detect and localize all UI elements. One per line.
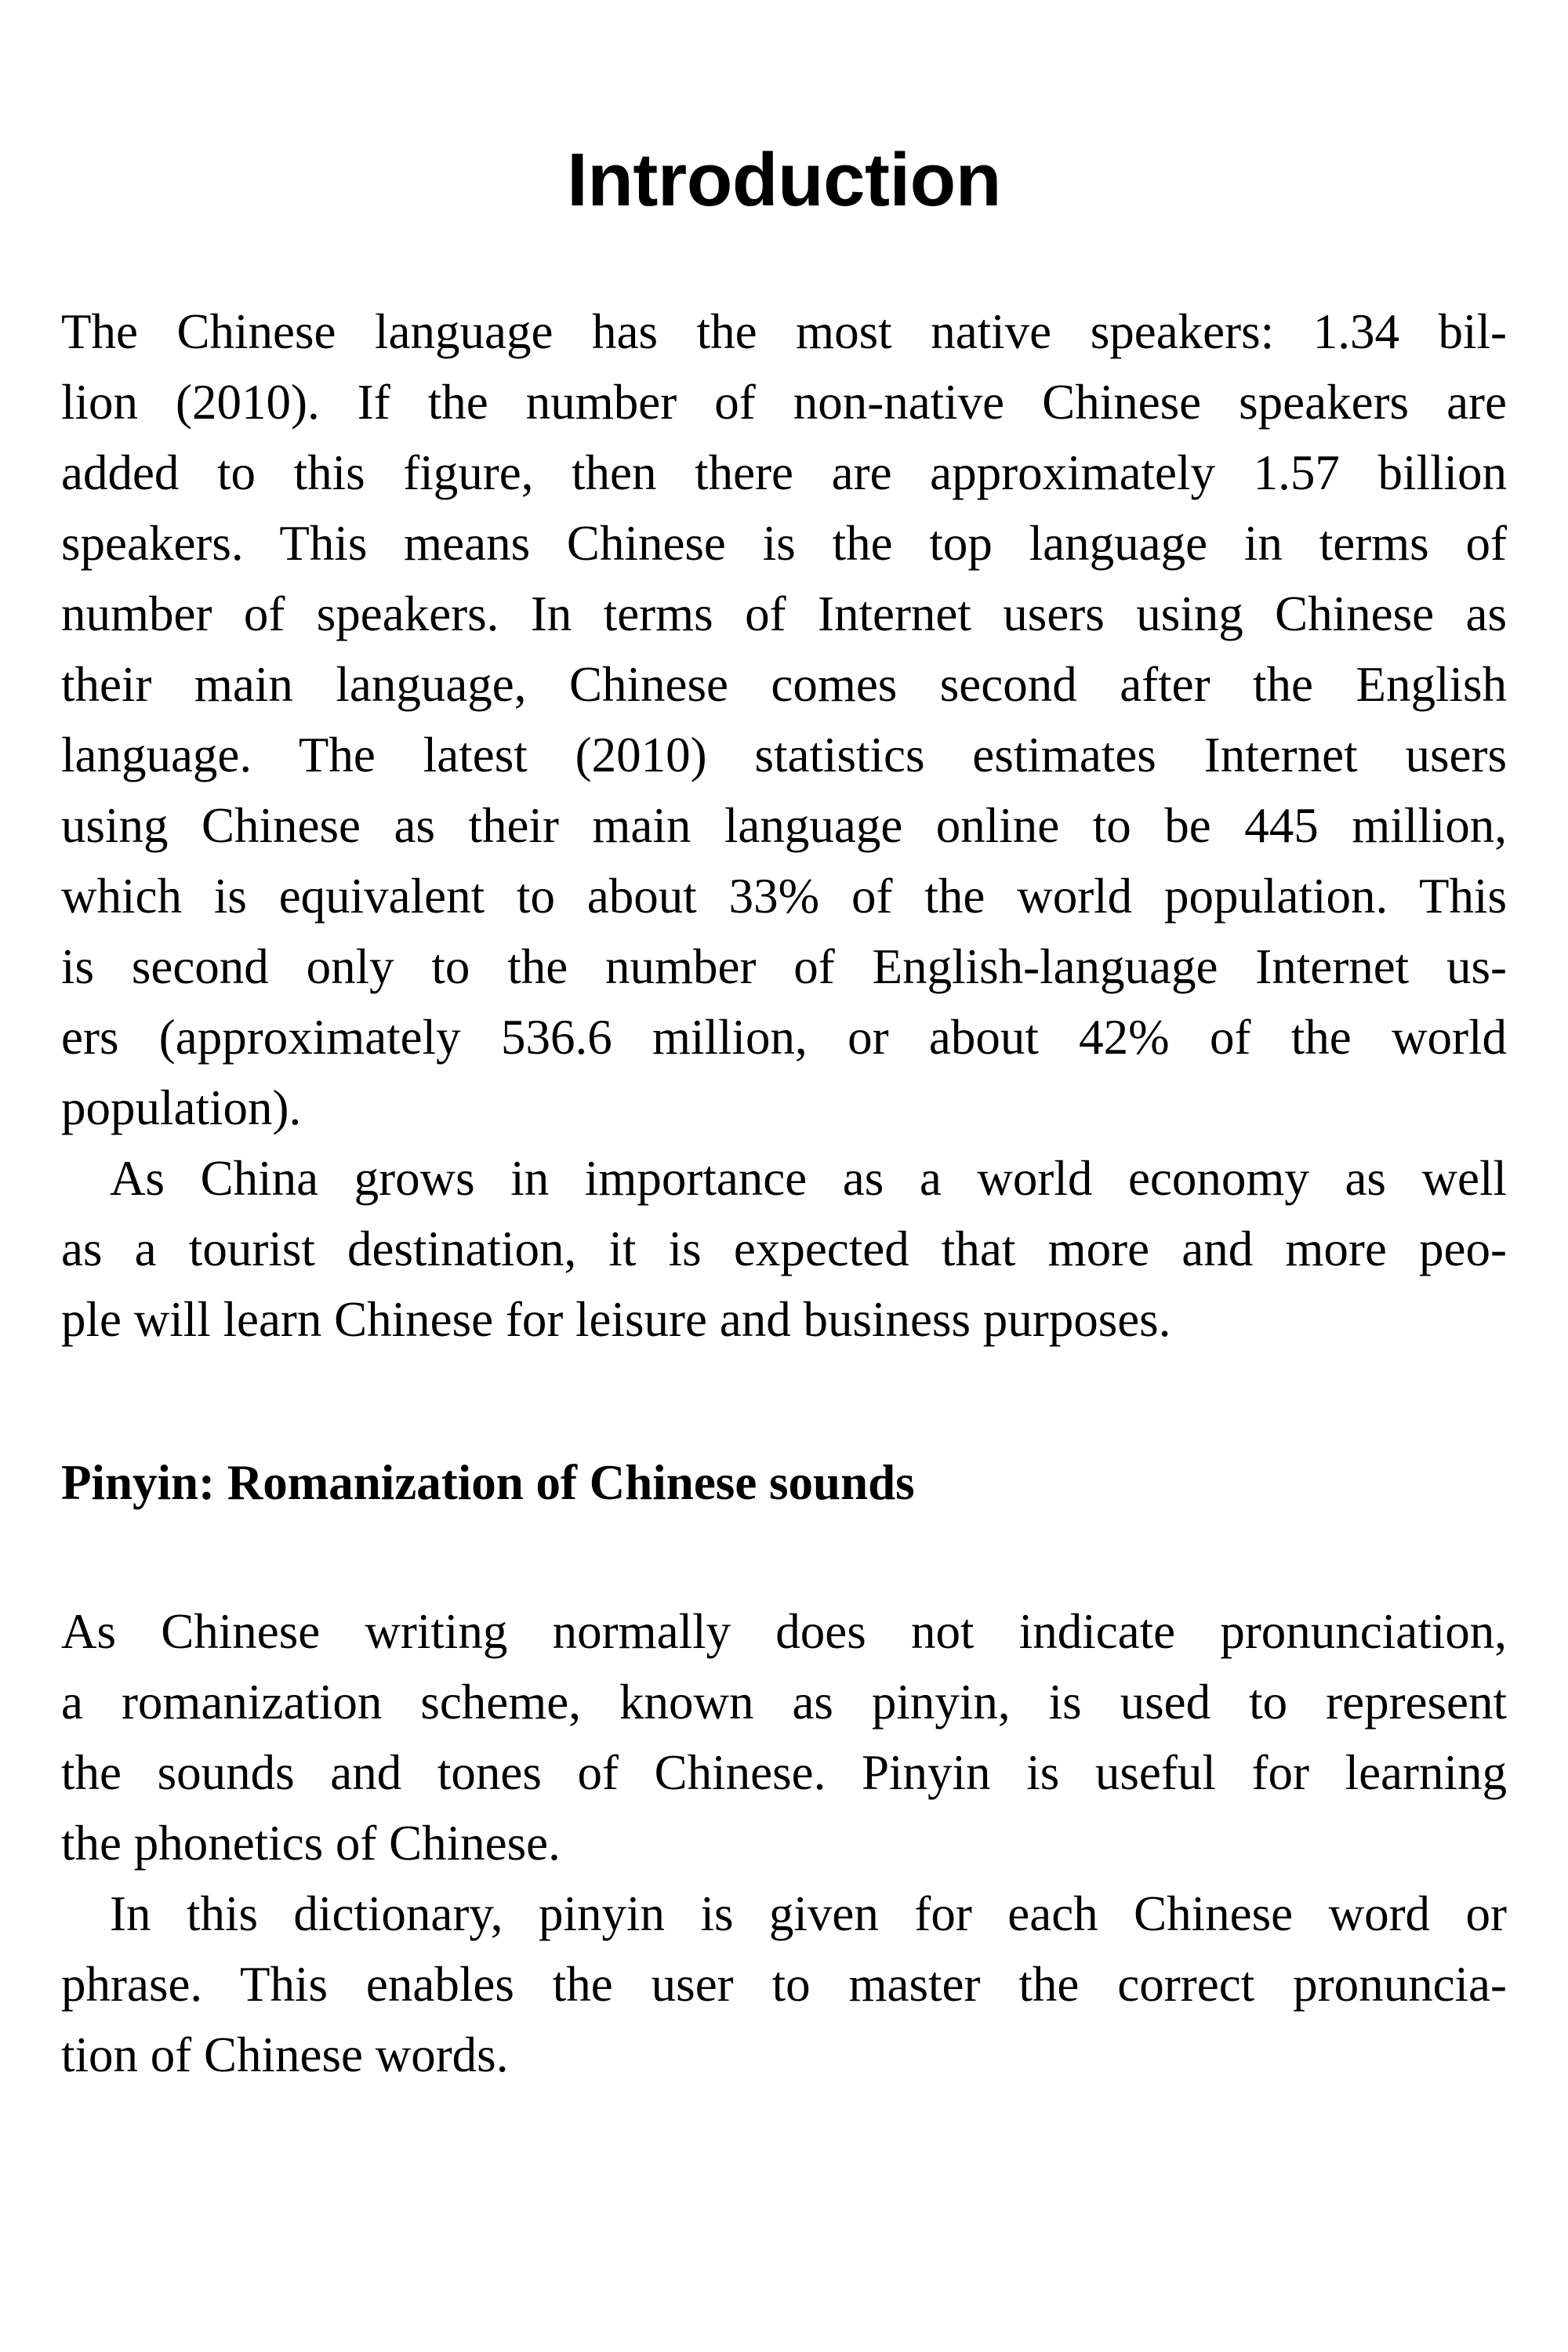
paragraph-pinyin-1 xyxy=(61,1596,1507,1878)
text-line: ers (approximately 536.6 million, or about 42% of the world xyxy=(61,1010,1507,1065)
text-line: their main language, Chinese comes second after the English xyxy=(61,657,1507,712)
text-line: lion (2010). If the number of non-native Chinese speakers are xyxy=(61,375,1507,430)
page-title: Introduction xyxy=(567,138,1001,222)
text-line: tion of Chinese words. xyxy=(61,2027,509,2082)
text-line: language. The latest (2010) statistics estimates Internet users xyxy=(61,728,1507,782)
spacer-before-subheading xyxy=(61,1355,1507,1447)
paragraph-pinyin-2 xyxy=(61,1878,1507,2090)
text-line: In this dictionary, pinyin is given for each Chinese word or xyxy=(110,1886,1507,1941)
text-line: The Chinese language has the most native speakers: 1.34 bil- xyxy=(61,304,1507,359)
text-line: number of speakers. In terms of Internet users using Chinese as xyxy=(61,586,1507,641)
text-line: speakers. This means Chinese is the top language in terms of xyxy=(61,516,1507,571)
text-line: as a tourist destination, it is expected that more and more peo- xyxy=(61,1221,1507,1276)
text-line: using Chinese as their main language online to be 445 million, xyxy=(61,798,1507,853)
text-line: a romanization scheme, known as pinyin, is used to represent xyxy=(61,1675,1507,1730)
paragraph-intro-1 xyxy=(61,296,1507,1143)
text-line: As China grows in importance as a world economy as well xyxy=(110,1151,1507,1206)
text-line: population). xyxy=(61,1080,302,1135)
text-line: is second only to the number of English-language Internet us- xyxy=(61,939,1507,994)
spacer-after-subheading xyxy=(61,1518,1507,1596)
text-line: the phonetics of Chinese. xyxy=(61,1816,561,1871)
text-line: As Chinese writing normally does not indicate pronunciation, xyxy=(61,1604,1507,1659)
text-line: which is equivalent to about 33% of the world population. This xyxy=(61,869,1507,924)
text-line: added to this figure, then there are approximately 1.57 billion xyxy=(61,445,1507,500)
text-line: phrase. This enables the user to master the correct pronuncia- xyxy=(61,1957,1507,2012)
text-line: the sounds and tones of Chinese. Pinyin is useful for learning xyxy=(61,1745,1507,1800)
section-subheading-pinyin: Pinyin: Romanization of Chinese sounds xyxy=(61,1455,915,1510)
page-body xyxy=(61,296,1507,2090)
paragraph-intro-2 xyxy=(61,1143,1507,1355)
text-line: ple will learn Chinese for leisure and business purposes. xyxy=(61,1292,1171,1347)
